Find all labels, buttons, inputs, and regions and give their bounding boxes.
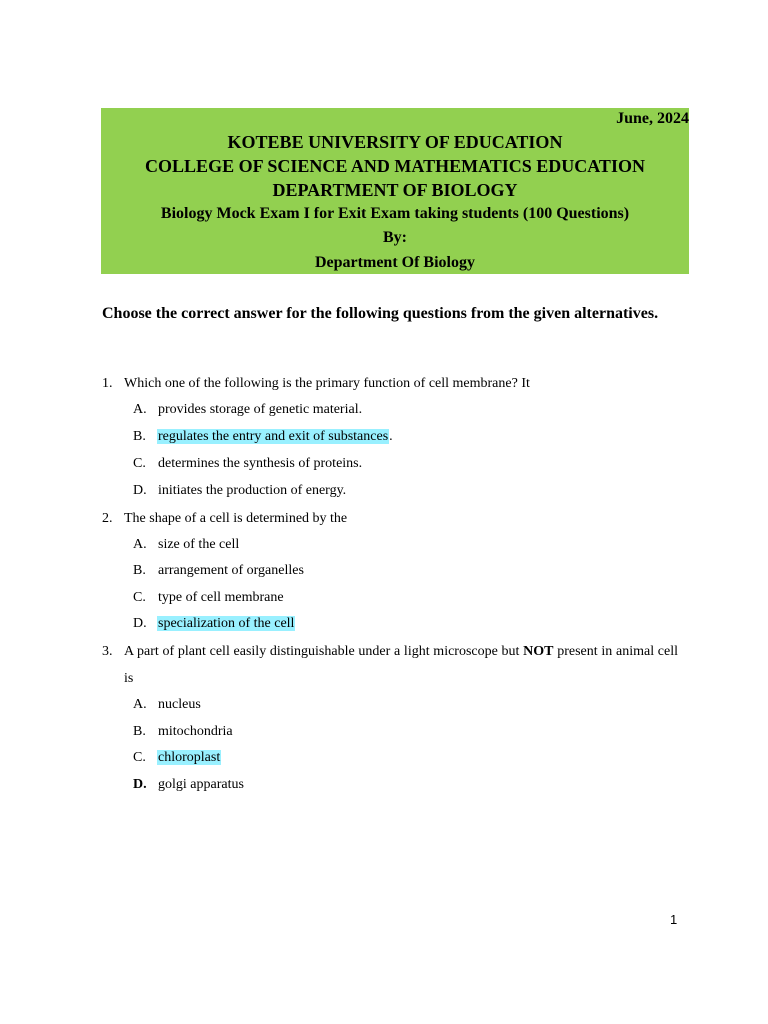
exam-author: Department Of Biology <box>315 254 475 271</box>
highlighted-answer: regulates the entry and exit of substances <box>158 429 389 444</box>
question-3 <box>102 638 678 692</box>
option-2d <box>133 614 295 634</box>
option-2c <box>133 588 285 608</box>
option-letter: D. <box>133 616 147 631</box>
question-text-part: present in animal cell is <box>124 644 678 686</box>
question-text: Which one of the following is the primary function of cell membrane? It <box>124 376 530 391</box>
option-1d <box>133 481 347 501</box>
option-3d <box>133 775 245 795</box>
option-text: initiates the production of energy. <box>158 483 347 498</box>
college-name: COLLEGE OF SCIENCE AND MATHEMATICS EDUCATION <box>145 156 645 176</box>
highlighted-answer: specialization of the cell <box>158 616 295 631</box>
option-text: golgi apparatus <box>158 777 244 792</box>
exam-header <box>101 108 689 274</box>
option-text: nucleus <box>158 697 201 712</box>
department-name: DEPARTMENT OF BIOLOGY <box>272 180 518 200</box>
option-text: determines the synthesis of proteins. <box>158 456 363 471</box>
option-1c <box>133 454 363 474</box>
question-emphasis: NOT <box>523 644 554 659</box>
option-1b <box>133 427 393 447</box>
exam-date: June, 2024 <box>616 110 689 127</box>
option-text: provides storage of genetic material. <box>158 402 363 417</box>
option-2b <box>133 561 305 581</box>
option-letter: A. <box>133 402 147 417</box>
option-letter: A. <box>133 697 147 712</box>
highlighted-answer: chloroplast <box>158 750 221 765</box>
page-number: 1 <box>670 912 678 927</box>
instructions: Choose the correct answer for the following questions from the given alternatives. <box>102 305 659 322</box>
option-letter: B. <box>133 563 146 578</box>
question-text <box>124 638 678 692</box>
exam-title: Biology Mock Exam I for Exit Exam taking students (100 Questions) <box>160 205 630 222</box>
option-text: mitochondria <box>158 724 233 739</box>
by-label: By: <box>383 229 407 246</box>
option-letter: B. <box>133 429 146 444</box>
option-letter: D. <box>133 483 147 498</box>
question-2 <box>102 505 678 532</box>
option-letter: C. <box>133 456 146 471</box>
option-text: size of the cell <box>158 537 240 552</box>
university-name: KOTEBE UNIVERSITY OF EDUCATION <box>227 132 563 152</box>
option-letter: B. <box>133 724 146 739</box>
option-text: type of cell membrane <box>158 590 284 605</box>
option-3b <box>133 722 234 742</box>
question-1 <box>102 370 678 397</box>
option-3a <box>133 695 202 715</box>
option-letter: D. <box>133 777 147 792</box>
option-letter: A. <box>133 537 147 552</box>
option-3c <box>133 748 221 768</box>
question-number: 2. <box>102 511 113 526</box>
question-number: 3. <box>102 644 113 659</box>
question-text-part: A part of plant cell easily distinguishable under a light microscope but <box>124 644 524 659</box>
option-1a <box>133 400 363 420</box>
question-text: The shape of a cell is determined by the <box>124 511 348 526</box>
option-letter: C. <box>133 750 146 765</box>
option-text: arrangement of organelles <box>158 563 304 578</box>
option-letter: C. <box>133 590 146 605</box>
question-number: 1. <box>102 376 113 391</box>
option-2a <box>133 535 240 555</box>
option-suffix: . <box>389 429 393 444</box>
